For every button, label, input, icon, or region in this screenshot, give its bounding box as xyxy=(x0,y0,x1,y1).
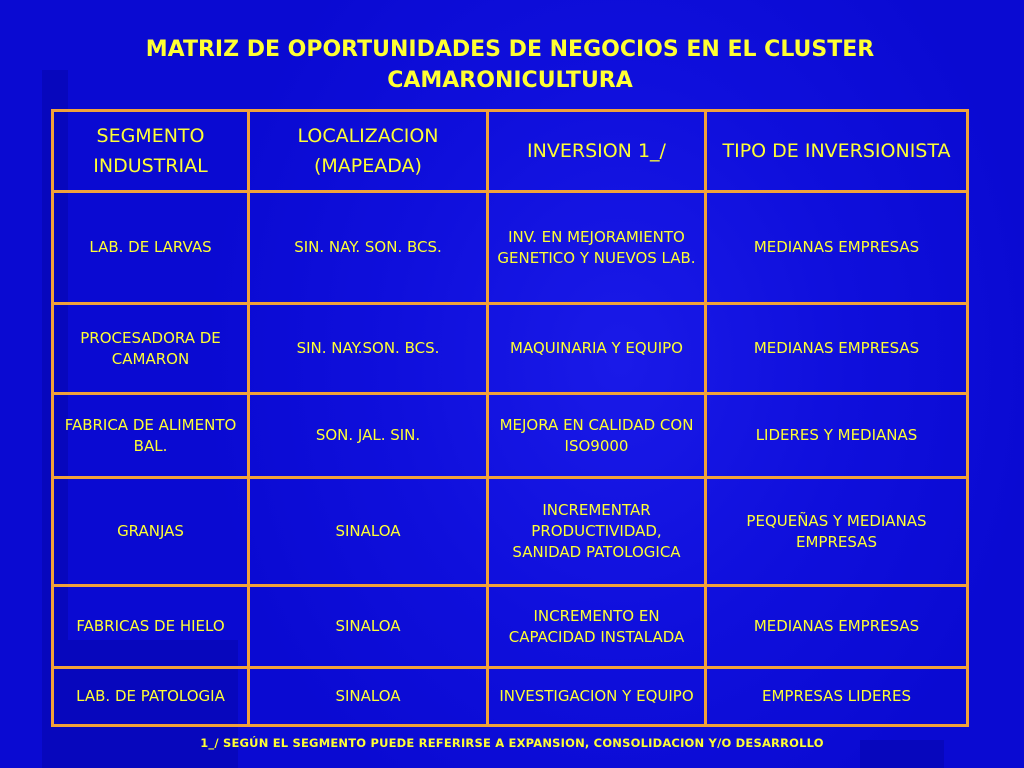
cell-tipo: LIDERES Y MEDIANAS xyxy=(706,394,968,478)
table-row xyxy=(53,394,968,478)
table-header-row xyxy=(53,111,968,192)
cell-tipo: PEQUEÑAS Y MEDIANAS EMPRESAS xyxy=(706,478,968,586)
cell-localizacion: SINALOA xyxy=(249,586,488,668)
cell-segmento: FABRICAS DE HIELO xyxy=(53,586,249,668)
cell-inversion: INV. EN MEJORAMIENTO GENETICO Y NUEVOS LAB. xyxy=(488,192,706,304)
cell-localizacion: SIN. NAY.SON. BCS. xyxy=(249,304,488,394)
header-localizacion: LOCALIZACION (MAPEADA) xyxy=(249,111,488,192)
cell-segmento: FABRICA DE ALIMENTO BAL. xyxy=(53,394,249,478)
opportunity-matrix-table xyxy=(51,109,969,727)
cell-localizacion: SINALOA xyxy=(249,478,488,586)
cell-segmento: LAB. DE LARVAS xyxy=(53,192,249,304)
cell-inversion: MEJORA EN CALIDAD CON ISO9000 xyxy=(488,394,706,478)
cell-localizacion: SON. JAL. SIN. xyxy=(249,394,488,478)
header-inversion: INVERSION 1_/ xyxy=(488,111,706,192)
cell-segmento: LAB. DE PATOLOGIA xyxy=(53,668,249,726)
cell-tipo: EMPRESAS LIDERES xyxy=(706,668,968,726)
table-row xyxy=(53,304,968,394)
cell-inversion: INVESTIGACION Y EQUIPO xyxy=(488,668,706,726)
table-row xyxy=(53,668,968,726)
slide-title: MATRIZ DE OPORTUNIDADES DE NEGOCIOS EN EL CLUSTER CAMARONICULTURA xyxy=(145,37,875,93)
cell-inversion: MAQUINARIA Y EQUIPO xyxy=(488,304,706,394)
cell-localizacion: SIN. NAY. SON. BCS. xyxy=(249,192,488,304)
cell-tipo: MEDIANAS EMPRESAS xyxy=(706,304,968,394)
cell-segmento: PROCESADORA DE CAMARON xyxy=(53,304,249,394)
cell-localizacion: SINALOA xyxy=(249,668,488,726)
cell-inversion: INCREMENTO EN CAPACIDAD INSTALADA xyxy=(488,586,706,668)
cell-segmento: GRANJAS xyxy=(53,478,249,586)
table-row xyxy=(53,192,968,304)
cell-inversion: INCREMENTAR PRODUCTIVIDAD, SANIDAD PATOLOGICA xyxy=(488,478,706,586)
footnote: 1_/ SEGÚN EL SEGMENTO PUEDE REFERIRSE A EXPANSION, CONSOLIDACION Y/O DESARROLLO xyxy=(200,736,824,750)
table-row xyxy=(53,586,968,668)
cell-tipo: MEDIANAS EMPRESAS xyxy=(706,586,968,668)
cell-tipo: MEDIANAS EMPRESAS xyxy=(706,192,968,304)
header-segmento: SEGMENTO INDUSTRIAL xyxy=(53,111,249,192)
header-tipo-inversionista: TIPO DE INVERSIONISTA xyxy=(706,111,968,192)
table-row xyxy=(53,478,968,586)
